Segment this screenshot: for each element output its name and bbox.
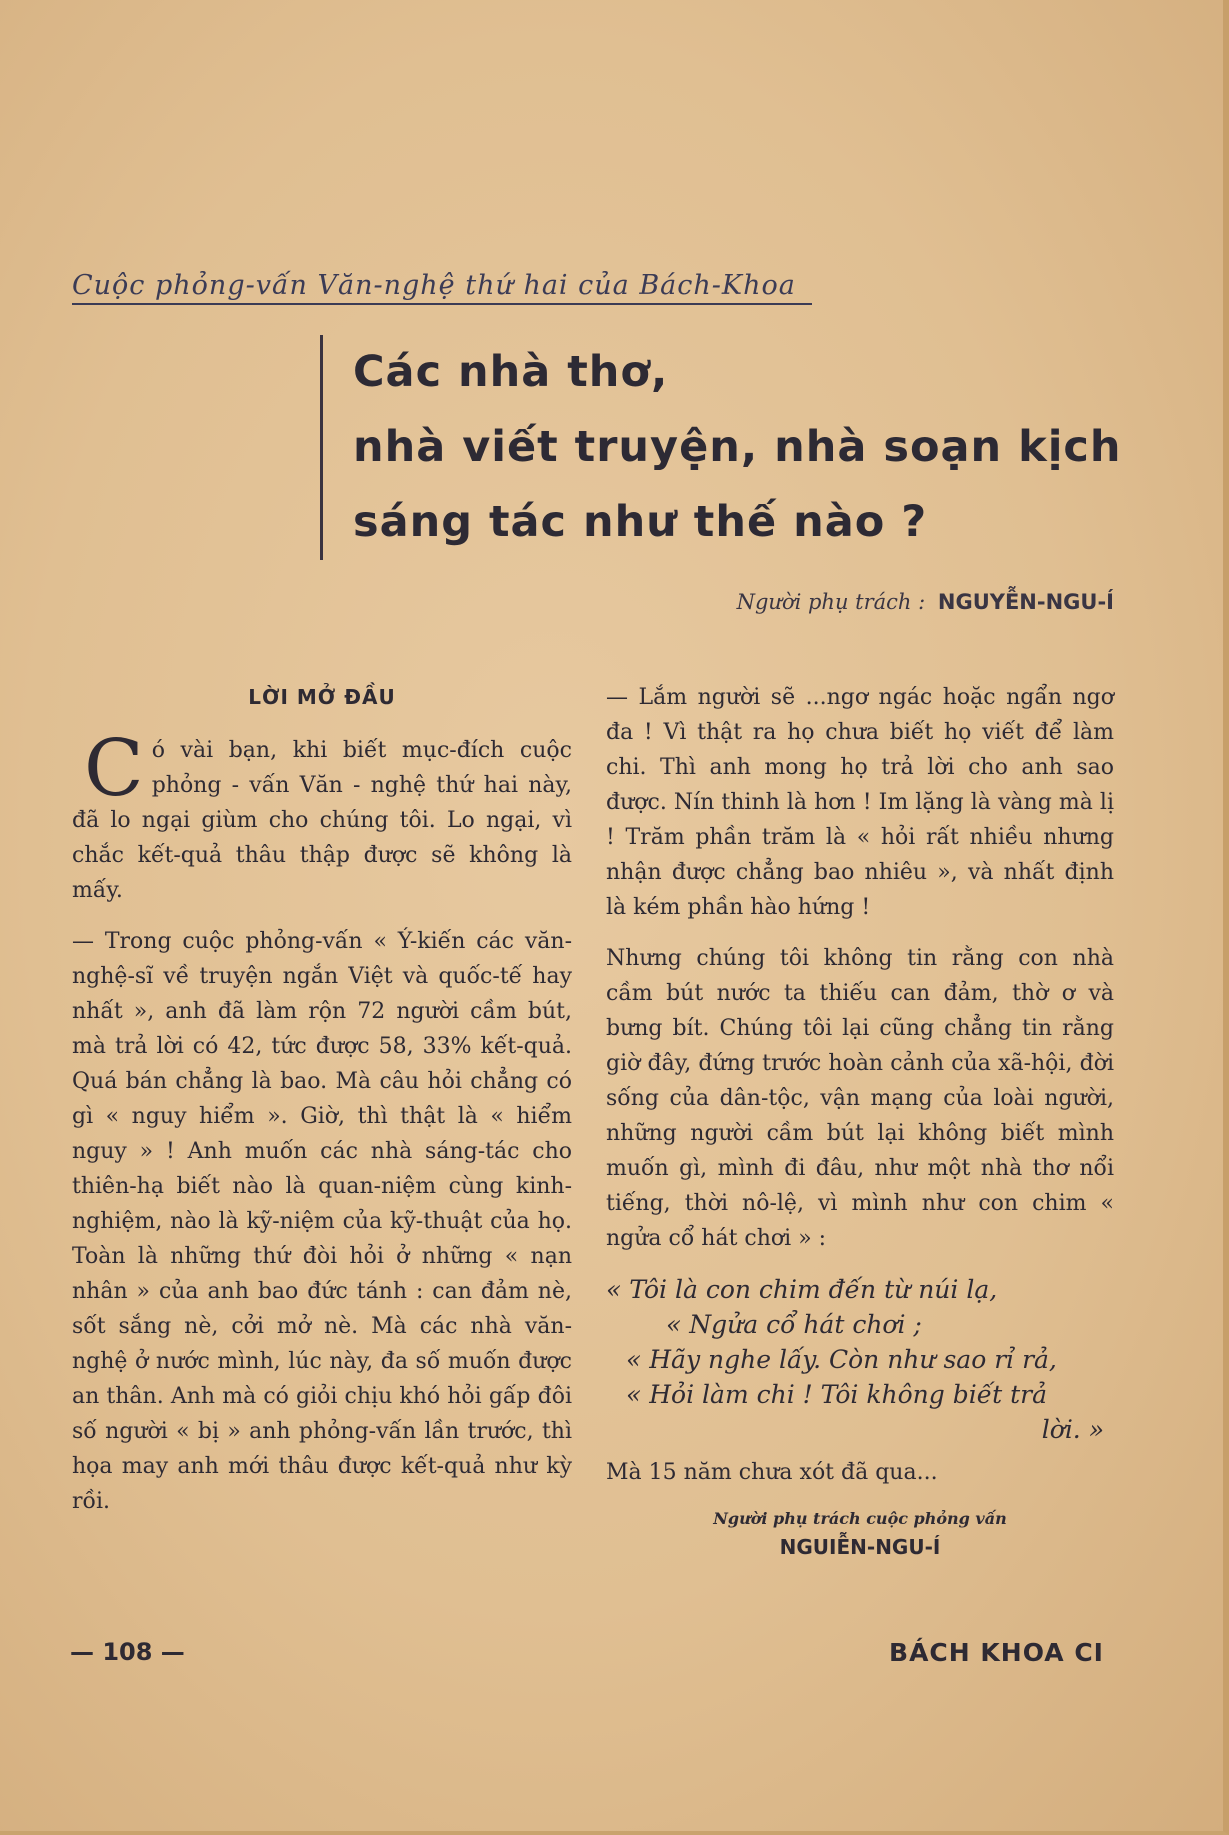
poem-line-1: « Tôi là con chim đến từ núi lạ, (606, 1275, 998, 1304)
left-column (72, 680, 572, 1535)
byline-name: NGUYỄN-NGU-Í (937, 590, 1114, 614)
page-number: — 108 — (70, 1638, 185, 1666)
title-line-2: nhà viết truyện, nhà soạn kịch (353, 422, 1122, 472)
right-paragraph-1: — Lắm người sẽ ...ngơ ngác hoặc ngẩn ngơ đa ! Vì thật ra họ chưa biết họ viết để làm chi. Thì anh mong họ trả lời cho anh sao được. Nín thinh là hơn ! Im lặng là vàng mà lị ! Trăm phần trăm là « hỏi rất nhiều nhưng nhận được chẳng bao nhiêu », và nhất định là kém phần hào hứng ! (606, 685, 1114, 920)
drop-cap: C (84, 724, 144, 814)
title-line-1: Các nhà thơ, (353, 347, 669, 397)
intro-text: ó vài bạn, khi biết mục-đích cuộc phỏng - vấn Văn - nghệ thứ hai này, đã lo ngại giùm cho chúng tôi. Lo ngại, vì chắc kết-quả thâu thập được sẽ không là mấy. (72, 738, 572, 903)
poem-line-5: lời. » (1041, 1415, 1104, 1444)
right-column (606, 680, 1114, 1562)
poem-line-4: « Hỏi làm chi ! Tôi không biết trả (626, 1380, 1047, 1409)
publication-title: BÁCH KHOA CI (889, 1638, 1104, 1667)
poem-quote (606, 1272, 1114, 1447)
signature-role: Người phụ trách cuộc phỏng vấn (713, 1509, 1007, 1528)
byline (737, 590, 1114, 614)
closing-line: Mà 15 năm chưa xót đã qua... (606, 1460, 938, 1485)
left-paragraph-2: — Trong cuộc phỏng-vấn « Ý-kiến các văn-nghệ-sĩ về truyện ngắn Việt và quốc-tế hay nhất », anh đã làm rộn 72 người cầm bút, mà trả lời có 42, tức được 58, 33% kết-quả. Quá bán chẳng là bao. Mà câu hỏi chẳng có gì « nguy hiểm ». Giờ, thì thật là « hiểm nguy » ! Anh muốn các nhà sáng-tác cho thiên-hạ biết nào là quan-niệm cùng kinh-nghiệm, nào là kỹ-niệm của kỹ-thuật của họ. Toàn là những thứ đòi hỏi ở những « nạn nhân » của anh bao đức tánh : can đảm nè, sốt sắng nè, cởi mở nè. Mà các nhà văn-nghệ ở nước mình, lúc này, đa số muốn được an thân. Anh mà có giỏi chịu khó hỏi gấp đôi số người « bị » anh phỏng-vấn lần trước, thì họa may anh mới thâu được kết-quả như kỳ rồi. (72, 929, 572, 1514)
title-line-3: sáng tác như thế nào ? (353, 497, 928, 547)
signature-name: NGUIỄN-NGU-Í (779, 1535, 941, 1559)
poem-line-3: « Hãy nghe lấy. Còn như sao rỉ rả, (626, 1345, 1057, 1374)
intro-paragraph (72, 724, 572, 908)
section-heading: LỜI MỞ ĐẦU (248, 685, 396, 709)
poem-line-2: « Ngửa cổ hát chơi ; (666, 1310, 922, 1339)
byline-role: Người phụ trách : (736, 590, 926, 614)
right-paragraph-2: Nhưng chúng tôi không tin rằng con nhà cầm bút nước ta thiếu can đảm, thờ ơ và bưng bít. Chúng tôi lại cũng chẳng tin rằng giờ đây, đứng trước hoàn cảnh của xã-hội, đời sống của dân-tộc, vận mạng của loài người, những người cầm bút lại không biết mình muốn gì, mình đi đâu, như một nhà thơ nổi tiếng, thời nô-lệ, vì mình như con chim « ngửa cổ hát chơi » : (606, 946, 1114, 1251)
series-header: Cuộc phỏng-vấn Văn-nghệ thứ hai của Bách-Khoa (72, 270, 812, 305)
article-title (320, 335, 1153, 560)
